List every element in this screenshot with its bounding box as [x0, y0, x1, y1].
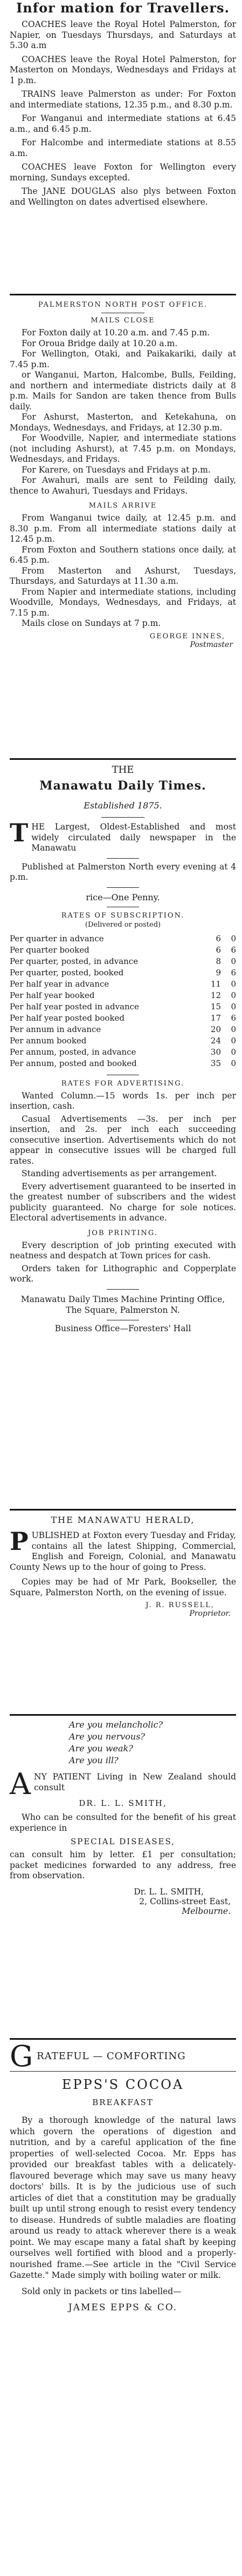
- rate-row: [10, 1013, 236, 1024]
- smith-city: Melbourne.: [182, 1906, 231, 1916]
- divider: [10, 2071, 236, 2072]
- halcombe-text: For Halcombe and intermediate stations at 8.55 a.m.: [10, 138, 236, 158]
- rate-shillings: 20: [210, 1024, 221, 1034]
- divider: [107, 887, 139, 888]
- postmaster-title: Postmaster: [190, 640, 233, 649]
- rate-label: Per half year in advance: [10, 979, 109, 989]
- divider: [101, 817, 144, 818]
- smith-section: [10, 1712, 236, 1916]
- times-published: Published at Palmerston North every evening at 4 p.m.: [10, 861, 236, 882]
- rate-shillings: 6: [216, 933, 221, 943]
- rate-pence: 0: [231, 1047, 236, 1057]
- times-intro: HE Largest, Oldest-Established and most widely circulated daily newspaper in the Manawatu: [31, 822, 236, 853]
- rate-label: Per half year posted in advance: [10, 1001, 139, 1011]
- herald-text: UBLISHED at Foxton every Tuesday and Friday, contains all the latest Shipping, Commercial, English and Foreign, Colonial, and Manawatu County News up to the hour of going to Press.: [10, 1530, 236, 1572]
- rate-pence: 0: [231, 990, 236, 1000]
- rate-pence: 0: [231, 979, 236, 989]
- adv-title: RATES FOR ADVERTISING.: [61, 1079, 185, 1088]
- divider: [107, 1289, 139, 1290]
- epps-title: EPPS'S COCOA: [61, 2077, 184, 2092]
- rate-shillings: 12: [210, 990, 221, 1000]
- close-line: For Karere, on Tuesdays and Fridays at p.m.: [22, 464, 211, 475]
- standing-text: Standing advertisements as per arrangement.: [22, 1169, 217, 1178]
- office-line-1: Manawatu Daily Times Machine Printing Office,: [20, 1294, 225, 1304]
- job-title: JOB PRINTING.: [88, 1229, 158, 1237]
- rate-row: [10, 979, 236, 990]
- casual-text: Casual Advertisements —3s. per inch per insertion, and 2s. per inch each succeeding consecutive insertion. Advertisements which do not appear in consecutive issues will be charged full rates.: [10, 1114, 236, 1166]
- rate-pence: 0: [231, 1058, 236, 1068]
- office-line-2: The Square, Palmerston N.: [66, 1305, 180, 1315]
- divider: [10, 294, 236, 295]
- mails-arrive-heading: MAILS ARRIVE: [88, 502, 157, 510]
- close-line: For Ashurst, Masterton, and Ketekahuna, on Mondays, Wednesdays, and Fridays, at 12.30 p.m.: [10, 412, 236, 433]
- orders-text: Orders taken for Lithographic and Copperplate work.: [10, 1263, 236, 1284]
- rate-row: [10, 967, 236, 979]
- rate-shillings: 8: [216, 956, 221, 966]
- rate-row: [10, 1001, 236, 1013]
- close-line: For Oroua Bridge daily at 10.20 a.m.: [22, 338, 178, 348]
- question: Are you weak?: [69, 1743, 133, 1754]
- rates-title: RATES OF SUBSCRIPTION.: [61, 911, 185, 920]
- rate-row: [10, 933, 236, 945]
- rate-pence: 0: [231, 933, 236, 943]
- close-line: or Wanganui, Marton, Halcombe, Bulls, Feilding, and northern and intermediate districts daily at 8 p.m. Mails for Sandon are taken thence from Bulls daily.: [10, 370, 236, 412]
- smith-address: 2, Collins-street East,: [139, 1896, 231, 1906]
- rate-shillings: 6: [216, 945, 221, 955]
- arrive-line: From Masterton and Ashurst, Tuesdays, Thursdays, and Saturdays at 11.30 a.m.: [10, 565, 236, 586]
- rate-label: Per half year posted booked: [10, 1013, 125, 1023]
- rate-row: [10, 1024, 236, 1035]
- doctor-name: DR. L. L. SMITH,: [79, 1798, 167, 1808]
- rate-row: [10, 956, 236, 967]
- rate-pence: 6: [231, 945, 236, 955]
- patient-block: [10, 1767, 236, 1801]
- rate-label: Per annum, posted, in advance: [10, 1047, 136, 1057]
- grateful-line: [10, 2039, 236, 2073]
- epps-firm: JAMES EPPS & CO.: [68, 2302, 178, 2313]
- rate-label: Per quarter booked: [10, 945, 89, 955]
- job-text: Every description of job printing executed with neatness and despatch at Town prices for cash.: [10, 1240, 236, 1260]
- post-title: PALMERSTON NORTH POST OFFICE.: [38, 301, 208, 309]
- dropcap: P: [10, 1527, 29, 1556]
- rate-shillings: 35: [210, 1058, 221, 1068]
- rate-row: [10, 1047, 236, 1058]
- special-diseases: SPECIAL DISEASES,: [70, 1837, 176, 1846]
- times-section: [10, 756, 236, 1333]
- divider: [10, 1509, 236, 1510]
- arrive-line: From Wanganui twice daily, at 12.45 p.m. and 8.30 p.m. From all intermediate stations daily at 12.45 p.m.: [10, 513, 236, 544]
- wanganui-text: For Wanganui and intermediate stations at 6.45 a.m., and 6.45 p.m.: [10, 113, 236, 134]
- close-line: For Foxton daily at 10.20 a.m. and 7.45 p.m.: [22, 328, 210, 338]
- coaches-napier: COACHES leave the Royal Hotel Palmerston, for Napier, on Tuesdays Thursdays, and Saturdays at 5.30 a.m: [10, 19, 236, 50]
- smith-body-2: can consult him by letter. £1 per consultation; packet medicines forwarded to any address, free from observation.: [10, 1850, 236, 1880]
- grateful-text: RATEFUL — COMFORTING: [37, 2051, 186, 2062]
- rates-table: [10, 933, 236, 1069]
- herald-copies: Copies may be had of Mr Park, Bookseller, the Square, Palmerston North, on the evening of issue.: [10, 1577, 236, 1597]
- smith-body: Who can be consulted for the benefit of his great experience in: [10, 1812, 236, 1833]
- proprietor-title: Proprietor.: [189, 1609, 231, 1618]
- times-masthead: THE: [112, 764, 134, 776]
- sold-text: Sold only in packets or tins labelled—: [22, 2286, 182, 2296]
- coaches-masterton: COACHES leave the Royal Hotel Palmerston, for Masterton on Mondays, Wednesdays and Fridays at 1 p.m.: [10, 54, 236, 85]
- arrive-line: From Foxton and Southern stations once daily, at 6.45 p.m.: [10, 544, 236, 565]
- business-office: Business Office—Foresters' Hall: [54, 1323, 191, 1333]
- dropcap: T: [10, 818, 29, 847]
- times-title: Manawatu Daily Times.: [39, 779, 206, 793]
- rate-label: Per quarter, posted, booked: [10, 967, 124, 977]
- post-section: [10, 292, 236, 649]
- divider: [10, 2038, 236, 2040]
- rate-shillings: 15: [210, 1001, 221, 1011]
- close-line: For Awahuri, mails are sent to Feilding daily, thence to Awahuri, Tuesdays and Fridays.: [10, 475, 236, 496]
- travel-section: [10, 0, 236, 207]
- travel-title: Infor mation for Travellers.: [16, 0, 230, 16]
- question: Are you ill?: [69, 1755, 119, 1765]
- smith-signature: Dr. L. L. SMITH,: [134, 1886, 204, 1897]
- bigcap: A: [10, 1767, 31, 1801]
- rate-shillings: 24: [210, 1035, 221, 1046]
- rate-shillings: 17: [210, 1013, 221, 1023]
- rate-shillings: 11: [210, 979, 221, 989]
- arrive-line: From Napier and intermediate stations, including Woodville, Mondays, Wednesdays, and Fridays, at 7.15 p.m.: [10, 586, 236, 618]
- rate-shillings: 30: [210, 1047, 221, 1057]
- rate-pence: 6: [231, 967, 236, 977]
- divider: [10, 1714, 236, 1716]
- times-intro-block: [10, 818, 236, 854]
- patient-text: NY PATIENT Living in New Zealand should consult: [34, 1772, 236, 1792]
- rate-label: Per quarter, posted, in advance: [10, 956, 139, 966]
- rate-label: Per annum in advance: [10, 1024, 101, 1034]
- divider: [10, 758, 236, 760]
- times-established: Established 1875.: [84, 800, 162, 811]
- arrive-line: Mails close on Sundays at 7 p.m.: [22, 618, 161, 628]
- rate-row: [10, 990, 236, 1001]
- rate-pence: 6: [231, 1013, 236, 1023]
- close-line: For Woodville, Napier, and intermediate stations (not including Ashurst), at 7.45 p.m. on Mondays, Wednesdays, and Fridays.: [10, 433, 236, 464]
- postmaster-name: GEORGE INNES,: [149, 632, 225, 640]
- epps-body: By a thorough knowledge of the natural laws which govern the operations of digestion and nutrition, and by a careful application of the fine properties of well-selected Cocoa. Mr. Epps has provided our breakfast tables with a delicately-flavoured beverage which may save us many heavy doctors' bills. It is by the judicious use of such articles of diet that a constitution may be gradually built up until strong enough to resist every tendency to disease. Hundreds of subtle maladies are floating around us ready to attack wherever there is a weak point. We may escape many a fatal shaft by keeping ourselves well fortified with blood and a properly-nourished frame.—See article in the "Civil Service Gazette." Made simply with boiling water or milk.: [10, 2115, 236, 2280]
- rate-label: Per quarter in advance: [10, 933, 104, 943]
- question: Are you nervous?: [69, 1731, 146, 1742]
- rate-pence: 0: [231, 1024, 236, 1034]
- herald-section: [10, 1507, 236, 1618]
- epps-sub: BREAKFAST: [92, 2098, 154, 2107]
- rate-pence: 0: [231, 1035, 236, 1046]
- rate-row: [10, 945, 236, 956]
- guarantee-text: Every advertisement guaranteed to be inserted in the greatest number of subscribers and the widest publicity guaranteed. No charge for sole notices. Electoral advertisements in advance.: [10, 1181, 236, 1223]
- question: Are you melancholic?: [69, 1719, 163, 1730]
- rate-label: Per annum booked: [10, 1035, 87, 1046]
- rate-pence: 0: [231, 956, 236, 966]
- rate-row: [10, 1058, 236, 1069]
- rate-label: Per annum, posted and booked: [10, 1058, 137, 1068]
- bigcap: G: [10, 2039, 34, 2073]
- proprietor-name: J. R. RUSSELL,: [146, 1601, 215, 1609]
- herald-title: THE MANAWATU HERALD,: [51, 1515, 195, 1525]
- mails-close-heading: MAILS CLOSE: [91, 316, 155, 325]
- coaches-foxton: COACHES leave Foxton for Wellington every morning, Sundays excepted.: [10, 162, 236, 183]
- epps-section: [10, 2036, 236, 2313]
- jane-douglas-text: The JANE DOUGLAS also plys between Foxton and Wellington on dates advertised elsewhere.: [10, 186, 236, 207]
- rate-shillings: 9: [216, 967, 221, 977]
- herald-body: [10, 1527, 236, 1573]
- adv-text: Wanted Column.—15 words 1s. per inch per insertion, cash.: [10, 1090, 236, 1111]
- trains-text: TRAINS leave Palmerston as under: For Foxton and intermediate stations, 12.35 p.m., and 8.30 p.m.: [10, 89, 236, 110]
- rates-sub: (Delivered or posted): [85, 920, 161, 929]
- rate-label: Per half year booked: [10, 990, 95, 1000]
- divider: [107, 858, 139, 859]
- times-price: rice—One Penny.: [86, 892, 160, 902]
- rate-pence: 0: [231, 1001, 236, 1011]
- close-line: For Wellington, Otaki, and Paikakariki, daily at 7.45 p.m.: [10, 349, 236, 369]
- rate-row: [10, 1035, 236, 1047]
